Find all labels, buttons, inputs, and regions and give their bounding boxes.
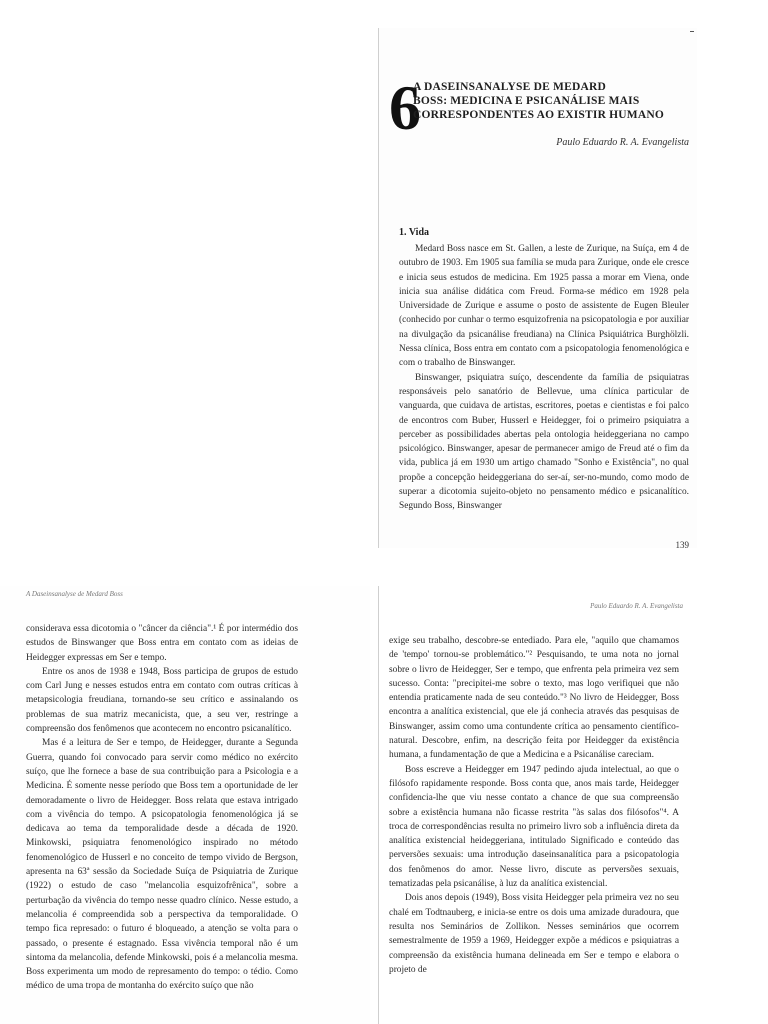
chapter-title-line: CORRESPONDENTES AO EXISTIR HUMANO: [413, 109, 665, 121]
top-page-content: [389, 28, 689, 548]
bottom-right-body: [389, 634, 679, 977]
paragraph: Dois anos depois (1949), Boss visita Heidegger pela primeira vez no seu chalé em Todtnauberg, e inicia-se entre os dois uma amizade duradoura, que resulta nos Seminários de Zollikon. Nesses seminários que ocorrem semestralmente de 1959 a 1969, Heidegger expõe a médicos e psiquiatras a compreensão da existência humana delineada em Ser e tempo e elabora o projeto de: [389, 893, 679, 975]
chapter-author: Paulo Eduardo R. A. Evangelista: [556, 137, 689, 148]
chapter-number: 6: [389, 72, 421, 143]
paragraph: considerava essa dicotomia o "câncer da ciência".¹ É por intermédio dos estudos de Binswanger que Boss entra em contato com as ideias de Heidegger expressas em Ser e tempo.: [26, 624, 298, 663]
corner-mark: [690, 31, 694, 32]
chapter-title: [413, 80, 693, 122]
running-head-right: Paulo Eduardo R. A. Evangelista: [590, 602, 683, 610]
paragraph: Entre os anos de 1938 e 1948, Boss participa de grupos de estudo com Carl Jung e nesses estudos entra em contato com outras críticas à metapsicologia freudiana, tornando-se seu crítico e assinalando os problemas de sua matriz mecanicista, que, a seu ver, restringe a compreensão dos fenômenos que acontecem no encontro psicanalítico.: [26, 666, 298, 735]
chapter-title-line: BOSS: MEDICINA E PSICANÁLISE MAIS: [413, 95, 640, 107]
chapter-title-line: A DASEINSANALYSE DE MEDARD: [413, 81, 606, 93]
page-number: 139: [675, 540, 689, 550]
bottom-right-book-page: [378, 586, 697, 1024]
paragraph: Mas é a leitura de Ser e tempo, de Heidegger, durante a Segunda Guerra, quando foi convocado para servir como médico no exército suíço, que lhe fornece a base de sua contribuição para a Psicologia e a Medicina. É somente nesse período que Boss tem a oportunidade de ler demoradamente o livro de Heidegger. Boss relata que estava intrigado com a vivência do tempo. A psicopatologia fenomenológica já se dedicava ao tema da temporalidade desde a década de 1920. Minkowski, psiquiatra fenomenológico inspirado no método fenomenológico de Husserl e no conceito de tempo vivido de Bergson, apresenta na 63ª sessão da Sociedade Suíça de Psiquiatria de Zurique (1922) o estudo de caso "melancolia esquizofrênica", sobre a perturbação da vivência do tempo nesse quadro clínico. Nesse estudo, a melancolia é compreendida sob a perspectiva da temporalidade. O tempo fica represado: o futuro é bloqueado, a atenção se volta para o passado, o presente é estagnado. Essa vivência temporal não é um sintoma da melancolia, defende Minkowski, pois é a melancolia mesma. Boss experimenta um modo de represamento do tempo: o tédio. Como médico de uma tropa de montanha do exército suíço que não: [26, 738, 298, 992]
section-heading: 1. Vida: [399, 227, 430, 238]
running-head-left: A Daseinsanalyse de Medard Boss: [26, 590, 123, 598]
top-page-body: [399, 242, 689, 514]
paragraph: exige seu trabalho, descobre-se entediado. Para ele, "aquilo que chamamos de 'tempo' tornou-se problemático."² Pesquisando, te uma nota no jornal sobre o livro de Heidegger, Ser e tempo, que enfrenta pela primeira vez sem sucesso. Conta: "precipitei-me sobre o texto, mas logo verifiquei que não entendia praticamente nada de seu conteúdo."³ No livro de Heidegger, Boss encontra a analítica existencial, que ele já conhecia através das pesquisas de Binswanger, assim como uma contundente crítica ao pensamento científico-natural. Descobre, enfim, na descrição feita por Heidegger da existência humana, a fundamentação de que a Medicina e a Psicanálise careciam.: [389, 636, 679, 761]
bottom-left-book-page: [0, 586, 370, 1024]
paragraph: Binswanger, psiquiatra suíço, descendente da família de psiquiatras responsáveis pelo sanatório de Bellevue, uma clínica particular de vanguarda, que cuidava de artistas, escritores, poetas e cientistas e foi palco de encontros com Buber, Husserl e Heidegger, foi o primeiro psiquiatra a perceber as possibilidades abertas pela ontologia heideggeriana no campo psicológico. Binswanger, apesar de permanecer amigo de Freud até o fim da vida, publica já em 1930 um artigo chamado "Sonho e Existência", no qual propõe a concepção heideggeriana do ser-aí, ser-no-mundo, como modo de superar a dicotomia sujeito-objeto no pensamento médico e psicanalítico. Segundo Boss, Binswanger: [399, 372, 689, 512]
top-book-page: [378, 28, 697, 548]
paragraph: Medard Boss nasce em St. Gallen, a leste de Zurique, na Suíça, em 4 de outubro de 1903. Em 1905 sua família se muda para Zurique, onde ele cresce e inicia seus estudos de medicina. Em 1925 passa a morar em Viena, onde inicia sua análise didática com Freud. Forma-se médico em 1928 pela Universidade de Zurique e assume o posto de assistente de Eugen Bleuler (conhecido por cunhar o termo esquizofrenia na psicopatologia e por auxiliar na divulgação da psicanálise freudiana) na Clínica Psiquiátrica Burghölzli. Nessa clínica, Boss entra em contato com a psicopatologia fenomenológica e com o trabalho de Binswanger.: [399, 244, 689, 369]
paragraph: Boss escreve a Heidegger em 1947 pedindo ajuda intelectual, ao que o filósofo rapidamente responde. Boss conta que, anos mais tarde, Heidegger confidencia-lhe que viu nesse contato a chance de que sua compreensão sobre a existência humana não ficasse restrita "às salas dos filósofos"⁴. A troca de correspondências resulta no primeiro livro sob a influência direta da analítica existencial heideggeriana, intitulado Significado e conteúdo das perversões sexuais: uma introdução daseinsanalítica para a psicopatologia dos fenômenos do amor. Nesse livro, discute as perversões sexuais, tematizadas pela psicanálise, à luz da analítica existencial.: [389, 764, 679, 890]
bottom-left-body: [26, 622, 298, 994]
